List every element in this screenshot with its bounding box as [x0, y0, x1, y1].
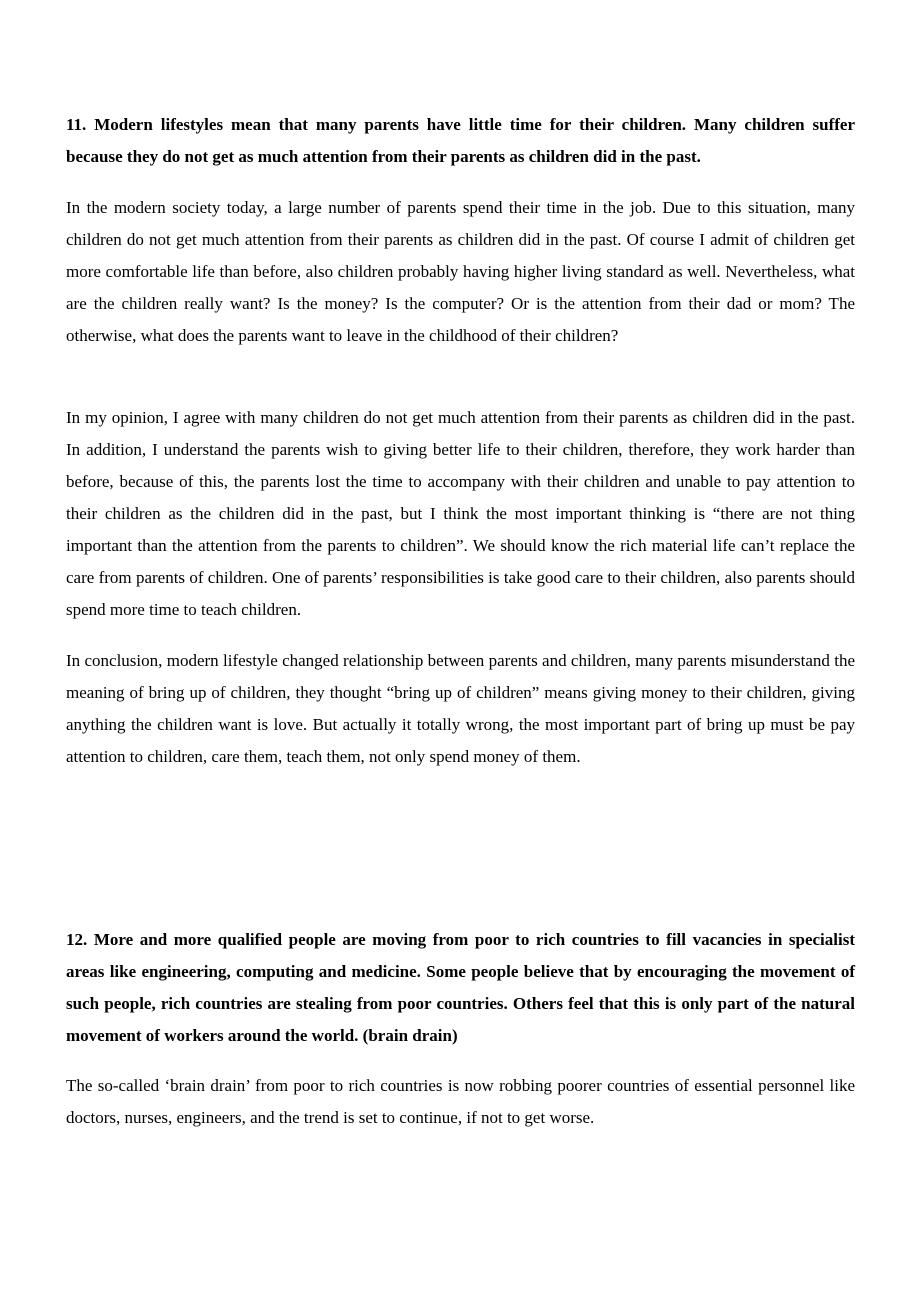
- question-12-paragraph-intro: The so-called ‘brain drain’ from poor to rich countries is now robbing poorer countries of essential personnel like doctors, nurses, engineers, and the trend is set to continue, if not to get worse.: [66, 1076, 855, 1127]
- question-11-paragraph-opinion: In my opinion, I agree with many children do not get much attention from their parents as children did in the past. In addition, I understand the parents wish to giving better life to their children, therefore, they work harder than before, because of this, the parents lost the time to accompany with their children and unable to pay attention to their children as the children did in the past, but I think the most important thinking is “there are not thing important than the attention from the parents to children”. We should know the rich material life can’t replace the care from parents of children. One of parents’ responsibilities is take good care to their children, also parents should spend more time to teach children.: [66, 408, 855, 619]
- question-11-paragraph-intro: In the modern society today, a large number of parents spend their time in the job. Due to this situation, many children do not get much attention from their parents as children did in the past. Of course I admit of children get more comfortable life than before, also children probably having higher living standard as well. Nevertheless, what are the children really want? Is the money? Is the computer? Or is the attention from their dad or mom? The otherwise, what does the parents want to leave in the childhood of their children?: [66, 198, 855, 345]
- question-12-heading: 12. More and more qualified people are moving from poor to rich countries to fill vacancies in specialist areas like engineering, computing and medicine. Some people believe that by encouraging the movement of such people, rich countries are stealing from poor countries. Others feel that this is only part of the natural movement of workers around the world. (brain drain): [66, 930, 855, 1045]
- question-11-heading: 11. Modern lifestyles mean that many parents have little time for their children. Many children suffer because they do not get as much attention from their parents as children did in the past.: [66, 115, 855, 166]
- question-11-paragraph-conclusion: In conclusion, modern lifestyle changed relationship between parents and children, many parents misunderstand the meaning of bring up of children, they thought “bring up of children” means giving money to their children, giving anything the children want is love. But actually it totally wrong, the most important part of bring up must be pay attention to children, care them, teach them, not only spend money of them.: [66, 651, 855, 766]
